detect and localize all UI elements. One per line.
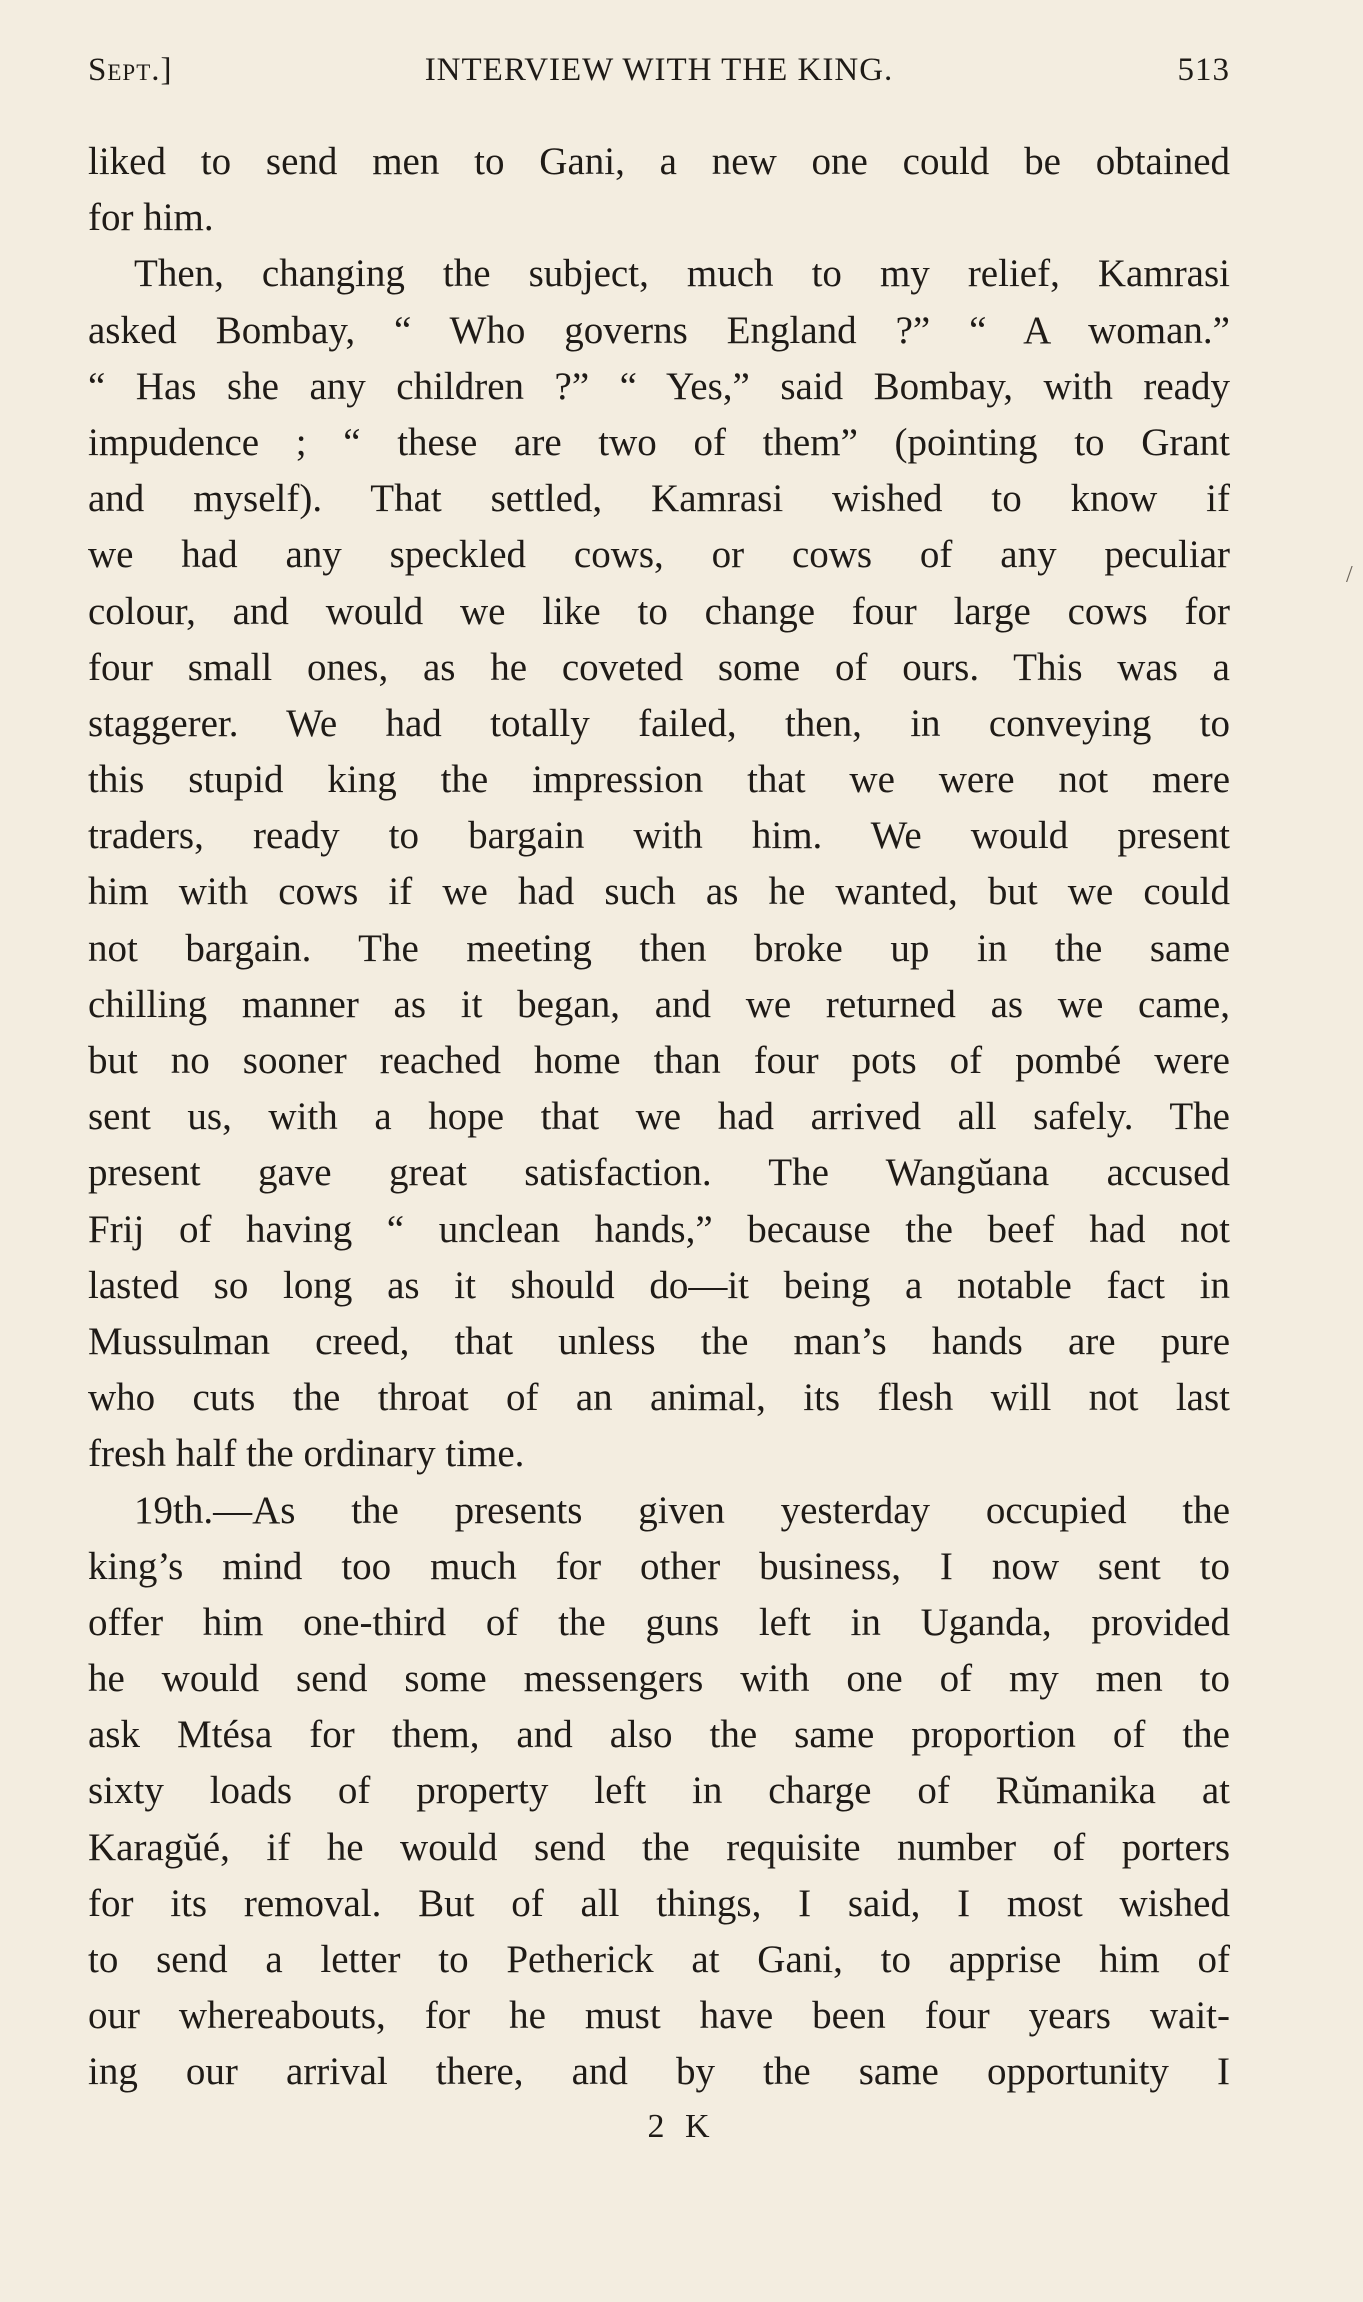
text-line: king’s mind too much for other business, I now sent to bbox=[88, 1544, 1230, 1588]
text-line: “ Has she any children ?” “ Yes,” said Bombay, with ready bbox=[88, 364, 1230, 408]
text-line: not bargain. The meeting then broke up in the same bbox=[88, 926, 1230, 970]
text-line: Karagŭé, if he would send the requisite number of porters bbox=[88, 1825, 1230, 1869]
text-line: offer him one-third of the guns left in Uganda, provided bbox=[88, 1600, 1230, 1644]
text-line: this stupid king the impression that we were not mere bbox=[88, 758, 1230, 802]
running-head bbox=[88, 52, 1230, 102]
text-line: present gave great satisfaction. The Wangŭana accused bbox=[88, 1151, 1230, 1195]
text-line: who cuts the throat of an animal, its flesh will not last bbox=[88, 1376, 1230, 1420]
text-line: 19th.—As the presents given yesterday occupied the bbox=[134, 1488, 1230, 1532]
text-line: four small ones, as he coveted some of ours. This was a bbox=[88, 645, 1230, 689]
running-head-title: INTERVIEW WITH THE KING. bbox=[424, 52, 894, 88]
page-number: 513 bbox=[1177, 52, 1230, 88]
text-line: we had any speckled cows, or cows of any peculiar bbox=[88, 533, 1230, 577]
body-text bbox=[88, 134, 1230, 2101]
text-line: chilling manner as it began, and we returned as we came, bbox=[88, 982, 1230, 1026]
text-line: traders, ready to bargain with him. We would present bbox=[88, 814, 1230, 858]
text-line: Frij of having “ unclean hands,” because the beef had not bbox=[88, 1207, 1230, 1251]
text-line: asked Bombay, “ Who governs England ?” “ A woman.” bbox=[88, 308, 1230, 352]
running-head-date: Sept.] bbox=[88, 52, 173, 88]
text-line: colour, and would we like to change four large cows for bbox=[88, 589, 1230, 633]
text-line: ask Mtésa for them, and also the same proportion of the bbox=[88, 1713, 1230, 1757]
text-line: impudence ; “ these are two of them” (pointing to Grant bbox=[88, 420, 1230, 464]
text-line: our whereabouts, for he must have been four years wait- bbox=[88, 1994, 1230, 2038]
text-line: fresh half the ordinary time. bbox=[88, 1432, 525, 1476]
text-line: staggerer. We had totally failed, then, in conveying to bbox=[88, 701, 1230, 745]
text-line: Then, changing the subject, much to my relief, Kamrasi bbox=[134, 252, 1230, 296]
text-line: but no sooner reached home than four pots of pombé were bbox=[88, 1039, 1230, 1082]
text-line: liked to send men to Gani, a new one could be obtained bbox=[88, 140, 1230, 183]
text-line: sent us, with a hope that we had arrived all safely. The bbox=[88, 1095, 1230, 1139]
text-line: him with cows if we had such as he wanted, but we could bbox=[88, 870, 1230, 914]
signature-mark: 2 K bbox=[647, 2108, 716, 2145]
margin-mark: / bbox=[1346, 562, 1353, 588]
text-line: lasted so long as it should do—it being a notable fact in bbox=[88, 1263, 1230, 1307]
text-line: sixty loads of property left in charge of Rŭmanika at bbox=[88, 1769, 1230, 1813]
text-line: for its removal. But of all things, I said, I most wished bbox=[88, 1881, 1230, 1925]
text-line: to send a letter to Petherick at Gani, to apprise him of bbox=[88, 1938, 1230, 1981]
text-line: for him. bbox=[88, 196, 214, 240]
text-line: and myself). That settled, Kamrasi wished to know if bbox=[88, 477, 1230, 521]
text-line: he would send some messengers with one of my men to bbox=[88, 1657, 1230, 1701]
text-line: Mussulman creed, that unless the man’s hands are pure bbox=[88, 1319, 1230, 1363]
text-line: ing our arrival there, and by the same opportunity I bbox=[88, 2050, 1230, 2094]
